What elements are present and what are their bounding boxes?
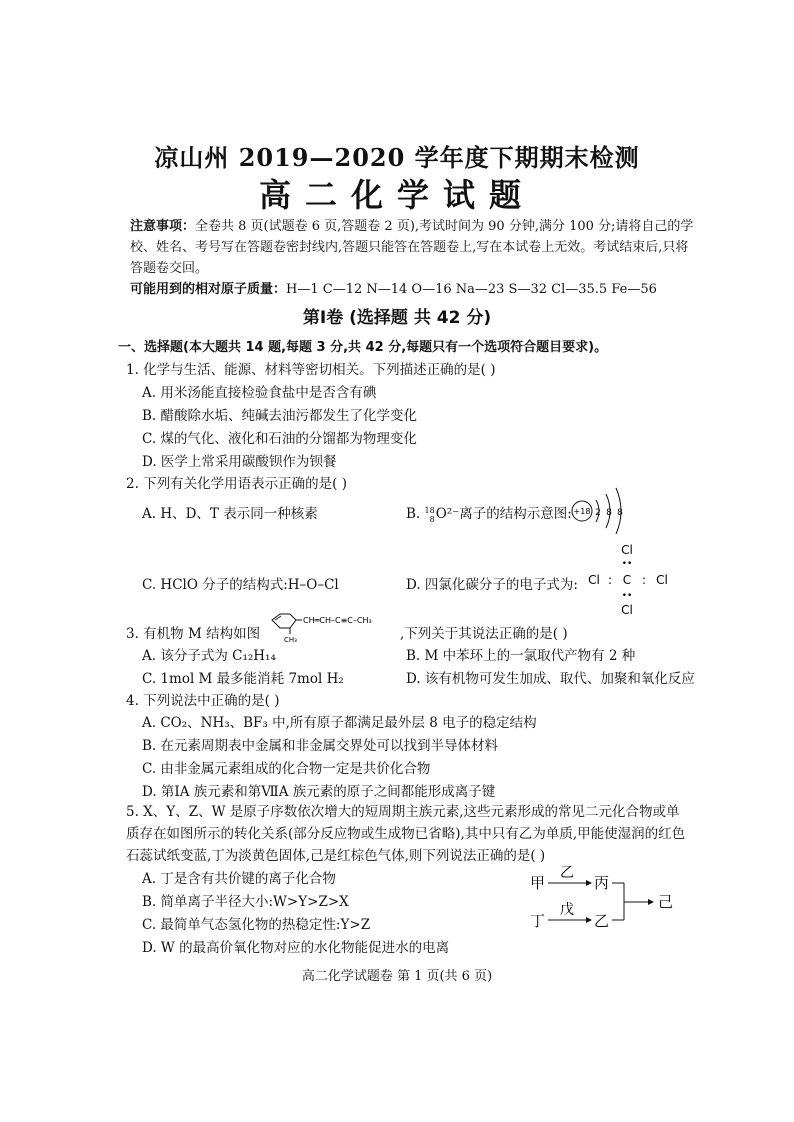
q2-mass-number: 18 — [424, 505, 435, 515]
dots-left: : — [607, 573, 613, 587]
q2-option-b-prefix: B. — [406, 506, 425, 522]
node-bing: 丙 — [594, 874, 610, 892]
q5-conversion-diagram — [528, 862, 688, 934]
q5-option-b: B. 简单离子半径大小:W>Y>Z>X — [142, 894, 349, 910]
q2-ion-structure-diagram — [568, 478, 638, 538]
q2-atomic-number: 8 — [429, 514, 435, 524]
atomic-masses-label: 可能用到的相对原子质量： — [130, 282, 287, 297]
q2-ccl4-electron-formula — [582, 540, 692, 620]
q1-option-d: D. 医学上常采用碳酸钡作为钡餐 — [142, 454, 337, 470]
q2-option-b-text: O²⁻离子的结构示意图: — [435, 506, 572, 522]
q4-option-d: D. 第ⅠA 族元素和第ⅦA 族元素的原子之间都能形成离子键 — [142, 784, 496, 800]
cl-top: Cl — [621, 543, 633, 557]
node-yi: 乙 — [594, 912, 610, 930]
arrowhead-1 — [586, 880, 592, 886]
notice-label: 注意事项： — [130, 219, 196, 234]
q5-option-c: C. 最简单气态氢化物的热稳定性:Y>Z — [142, 917, 371, 933]
arrowhead-2 — [586, 917, 592, 923]
section-title: 第Ⅰ卷 (选择题 共 42 分) — [302, 308, 492, 328]
q3-molecule-structure — [262, 608, 402, 646]
q5-option-a: A. 丁是含有共价键的离子化合物 — [142, 871, 336, 887]
q3-stem-prefix: 3. 有机物 M 结构如图 — [126, 626, 261, 642]
side-chain-label: CH═CH–C≡C–CH₃ — [303, 616, 372, 625]
subject-title: 高二化学试题 — [258, 176, 535, 214]
q4-option-a: A. CO₂、NH₃、BF₃ 中,所有原子都满足最外层 8 电子的稳定结构 — [142, 715, 537, 731]
page-footer: 高二化学试题卷 第 1 页(共 6 页) — [301, 969, 493, 984]
q3-option-c: C. 1mol M 最多能消耗 7mol H₂ — [142, 671, 344, 687]
shell-1-electrons: 2 — [595, 508, 601, 518]
q1-stem: 1. 化学与生活、能源、材料等密切相关。下列描述正确的是( ) — [126, 362, 496, 378]
node-ding: 丁 — [530, 912, 546, 930]
notice-text: 全卷共 8 页(试题卷 6 页,答题卷 2 页),考试时间为 90 分钟,满分 100 分;请将自己的学校、姓名、考号写在答题卷密封线内,答题只能答在答题卷上,写在本试卷上无效。考试结束后,只将答题卷交回。 — [130, 219, 694, 276]
q4-option-c: C. 由非金属元素组成的化合物一定是共价化合物 — [142, 761, 431, 777]
q5-option-d: D. W 的最高价氧化物对应的水化物能促进水的电离 — [142, 940, 450, 956]
benzene-ring — [272, 614, 296, 628]
q1-option-a: A. 用米汤能直接检验食盐中是否含有碘 — [142, 385, 377, 401]
q2-stem: 2. 下列有关化学用语表示正确的是( ) — [126, 476, 347, 492]
q4-option-b: B. 在元素周期表中金属和非金属交界处可以找到半导体材料 — [142, 738, 499, 754]
c-center: C — [622, 573, 632, 587]
q1-option-b: B. 醋酸除水垢、纯碱去油污都发生了化学变化 — [142, 408, 418, 424]
atomic-masses-values: H—1 C—12 N—14 O—16 Na—23 S—32 Cl—35.5 Fe—56 — [286, 282, 657, 297]
q2-option-c: C. HClO 分子的结构式:H–O–Cl — [142, 577, 339, 593]
q3-option-d: D. 该有机物可发生加成、取代、加聚和氧化反应 — [406, 671, 695, 687]
atomic-masses — [130, 278, 657, 297]
nucleus-charge: +18 — [573, 507, 591, 516]
q3-option-a: A. 该分子式为 C₁₂H₁₄ — [142, 648, 276, 664]
node-ji: 己 — [658, 893, 674, 911]
shell-3-electrons: 8 — [617, 508, 623, 518]
cl-right: Cl — [656, 573, 668, 587]
exam-title: 凉山州 2019—2020 学年度下期期末检测 — [154, 143, 640, 172]
node-jia: 甲 — [530, 874, 546, 892]
cl-bottom: Cl — [621, 603, 633, 617]
q3-option-b: B. M 中苯环上的一氯取代产物有 2 种 — [406, 648, 636, 664]
dots-bottom: •• — [621, 591, 633, 601]
q4-stem: 4. 下列说法中正确的是( ) — [126, 693, 280, 709]
q2-option-b — [406, 502, 572, 524]
section-instruction: 一、选择题(本大题共 14 题,每题 3 分,共 42 分,每题只有一个选项符合题目要求)。 — [118, 340, 608, 355]
q2-option-d: D. 四氯化碳分子的电子式为: — [406, 577, 578, 593]
q3-stem-suffix: ,下列关于其说法正确的是( ) — [400, 626, 568, 642]
shell-2-electrons: 8 — [606, 508, 612, 518]
notice — [130, 216, 698, 279]
q1-option-c: C. 煤的气化、液化和石油的分馏都为物理变化 — [142, 431, 417, 447]
q2-option-a: A. H、D、T 表示同一种核素 — [142, 506, 318, 522]
reagent-wu: 戊 — [560, 902, 574, 918]
arrowhead-3 — [648, 899, 654, 905]
dots-top: •• — [621, 559, 633, 569]
q5-stem: 5. X、Y、Z、W 是原子序数依次增大的短周期主族元素,这些元素形成的常见二元化合物或单质存在如图所示的转化关系(部分反应物或生成物已省略),其中只有乙为单质,甲能使湿润的红色石蕊试纸变蓝,丁为淡黄色固体,己是红棕色气体,则下列说法正确的是( ) — [126, 804, 686, 864]
reagent-yi: 乙 — [560, 865, 574, 881]
methyl-label: CH₃ — [284, 636, 297, 644]
cl-left: Cl — [588, 573, 600, 587]
dots-right: : — [641, 573, 647, 587]
